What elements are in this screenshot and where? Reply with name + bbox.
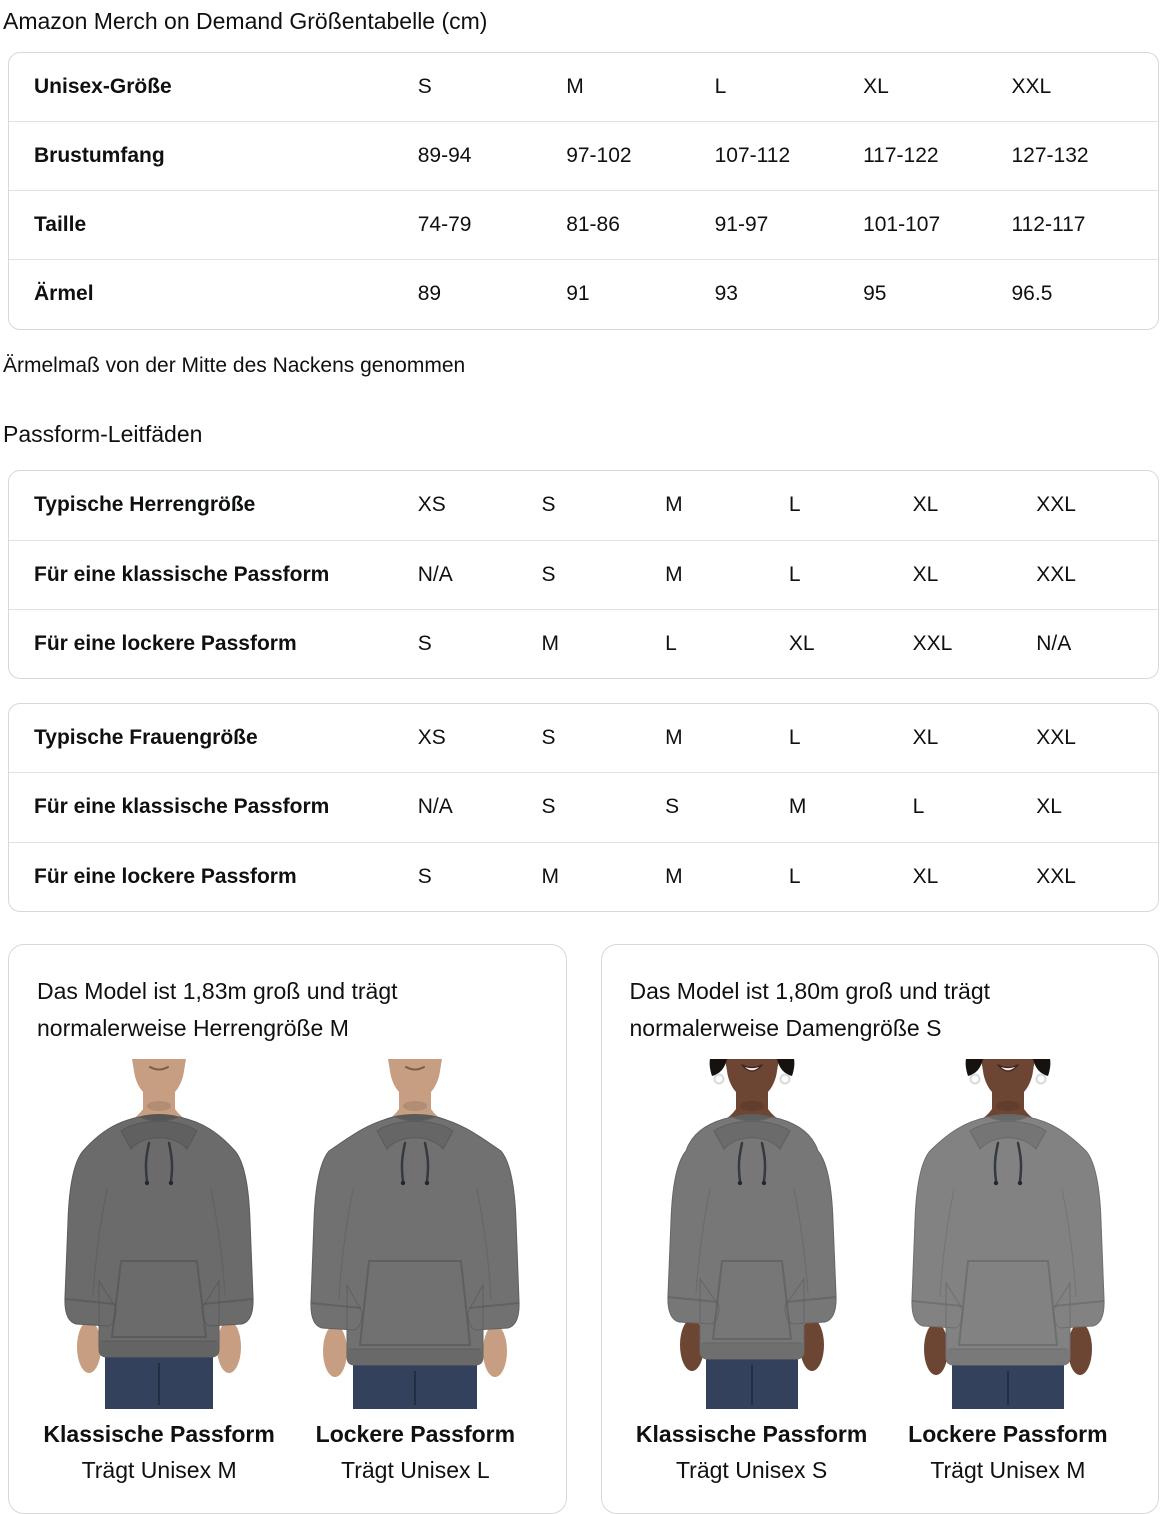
model-photo	[883, 1059, 1133, 1409]
size-value: L	[911, 773, 1035, 842]
table-row	[9, 540, 1158, 609]
row-label: Typische Herrengröße	[34, 493, 256, 517]
size-table	[9, 704, 1158, 911]
mens-fit-table-card	[8, 470, 1159, 679]
size-value: S	[539, 540, 663, 609]
size-value: 74-79	[416, 191, 564, 260]
size-value: M	[665, 726, 683, 750]
size-value: XS	[417, 726, 446, 750]
row-label: Für eine klassische Passform	[9, 773, 416, 842]
table-row	[9, 773, 1158, 842]
table-row	[9, 471, 1158, 540]
row-label: Typische Frauengröße	[34, 726, 258, 750]
classic-fit-figure	[31, 1059, 287, 1485]
table-row	[9, 53, 1158, 122]
table-row	[9, 842, 1158, 911]
womens-fit-table-card	[8, 703, 1159, 912]
page-title: Amazon Merch on Demand Größentabelle (cm)	[3, 8, 488, 34]
row-label: Für eine klassische Passform	[9, 540, 416, 609]
loose-fit-figure	[880, 1059, 1136, 1485]
classic-fit-figure	[624, 1059, 880, 1485]
size-value: 127-132	[1010, 121, 1159, 190]
size-value: XL	[1034, 773, 1158, 842]
wears-size-label: Trägt Unisex S	[675, 1457, 828, 1484]
size-value: S	[417, 74, 432, 98]
size-value: M	[566, 74, 584, 98]
size-value: 81-86	[564, 191, 712, 260]
fit-label: Klassische Passform	[635, 1420, 868, 1447]
model-photo	[34, 1059, 284, 1409]
wears-size-label: Trägt Unisex M	[81, 1457, 237, 1484]
size-value: XXL	[1036, 726, 1076, 750]
size-value: 95	[861, 260, 1009, 329]
female-model-card	[601, 944, 1160, 1514]
model-photo	[290, 1059, 540, 1409]
loose-fit-figure	[287, 1059, 543, 1485]
size-value: S	[539, 773, 663, 842]
size-value: L	[788, 493, 801, 517]
model-figures	[624, 1059, 1137, 1485]
size-value: M	[539, 609, 663, 678]
size-table	[9, 53, 1158, 329]
size-value: M	[787, 773, 911, 842]
wears-size-label: Trägt Unisex L	[341, 1457, 490, 1484]
size-value: S	[541, 493, 556, 517]
table-row	[9, 704, 1158, 773]
size-value: 93	[713, 260, 861, 329]
table-row	[9, 609, 1158, 678]
size-value: XXL	[1034, 540, 1158, 609]
size-value: N/A	[416, 773, 540, 842]
model-description: Das Model ist 1,80m groß und trägt normalerweise Damengröße S	[629, 977, 990, 1041]
size-value: 91	[564, 260, 712, 329]
size-value: 89-94	[416, 121, 564, 190]
fit-label: Lockere Passform	[315, 1420, 516, 1447]
table-row	[9, 260, 1158, 329]
size-value: L	[663, 609, 787, 678]
size-value: XL	[911, 540, 1035, 609]
size-value: M	[663, 842, 787, 911]
size-value: XL	[911, 842, 1035, 911]
row-label: Für eine lockere Passform	[9, 609, 416, 678]
size-value: XL	[787, 609, 911, 678]
size-value: 101-107	[861, 191, 1009, 260]
row-label: Brustumfang	[9, 121, 416, 190]
fit-guides-heading: Passform-Leitfäden	[3, 420, 203, 447]
size-value: M	[665, 493, 683, 517]
size-value: M	[539, 842, 663, 911]
size-value: N/A	[416, 540, 540, 609]
size-value: L	[788, 726, 801, 750]
size-value: L	[787, 540, 911, 609]
size-value: 91-97	[713, 191, 861, 260]
model-cards-row	[8, 944, 1159, 1514]
size-value: 107-112	[713, 121, 861, 190]
size-value: XXL	[1036, 493, 1076, 517]
size-value: 112-117	[1010, 191, 1159, 260]
size-value: XXL	[1011, 74, 1052, 98]
size-value: 89	[416, 260, 564, 329]
fit-label: Lockere Passform	[908, 1420, 1108, 1447]
size-value: XXL	[911, 609, 1035, 678]
size-value: 96.5	[1010, 260, 1159, 329]
size-value: XXL	[1034, 842, 1158, 911]
row-label: Ärmel	[9, 260, 416, 329]
size-value: XL	[912, 726, 939, 750]
male-model-card	[8, 944, 567, 1514]
row-label: Taille	[9, 191, 416, 260]
size-value: S	[416, 842, 540, 911]
size-value: XL	[912, 493, 939, 517]
size-value: S	[541, 726, 556, 750]
size-value: L	[714, 74, 727, 98]
size-value: XS	[417, 493, 446, 517]
size-value: 117-122	[861, 121, 1009, 190]
model-photo	[627, 1059, 877, 1409]
fit-label: Klassische Passform	[43, 1420, 275, 1447]
size-value: S	[416, 609, 540, 678]
model-figures	[31, 1059, 544, 1485]
unisex-size-table-card	[8, 52, 1159, 330]
row-label: Unisex-Größe	[34, 74, 172, 98]
sleeve-measure-note: Ärmelmaß von der Mitte des Nackens genommen	[3, 353, 466, 377]
wears-size-label: Trägt Unisex M	[930, 1457, 1086, 1484]
model-description: Das Model ist 1,83m groß und trägt normalerweise Herrengröße M	[37, 977, 398, 1041]
table-row	[9, 121, 1158, 190]
size-value: S	[663, 773, 787, 842]
size-value: L	[787, 842, 911, 911]
table-row	[9, 191, 1158, 260]
size-value: 97-102	[564, 121, 712, 190]
size-table	[9, 471, 1158, 678]
row-label: Für eine lockere Passform	[9, 842, 416, 911]
size-value: N/A	[1034, 609, 1158, 678]
size-value: XL	[863, 74, 889, 98]
size-value: M	[663, 540, 787, 609]
